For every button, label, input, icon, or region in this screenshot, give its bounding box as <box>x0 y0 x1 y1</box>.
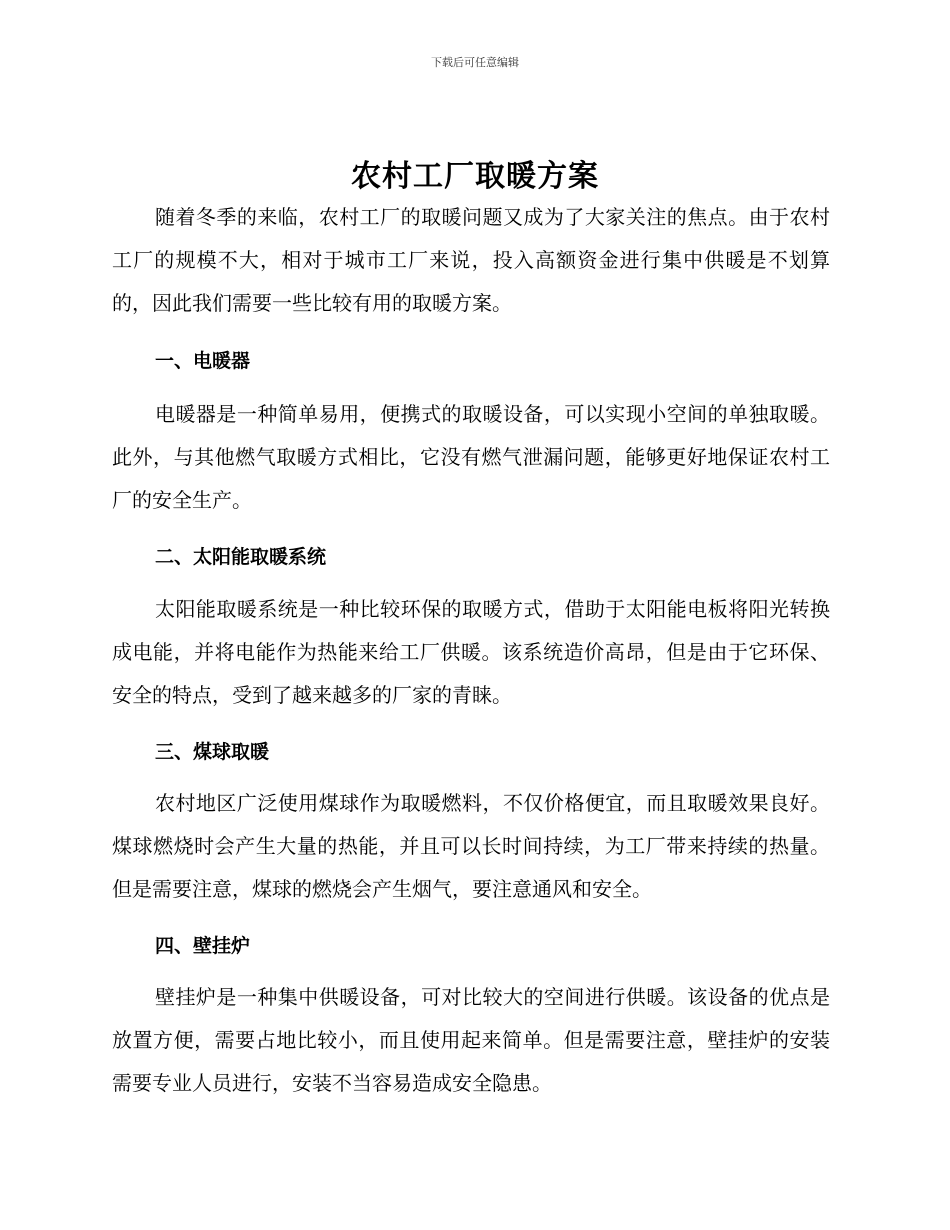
intro-paragraph: 随着冬季的来临，农村工厂的取暖问题又成为了大家关注的焦点。由于农村工厂的规模不大，相对于城市工厂来说，投入高额资金进行集中供暖是不划算的，因此我们需要一些比较有用的取暖方案。 <box>112 205 830 315</box>
section-heading-solar-heating: 二、太阳能取暖系统 <box>155 546 327 568</box>
section-paragraph-wall-boiler: 壁挂炉是一种集中供暖设备，可对比较大的空间进行供暖。该设备的优点是放置方便，需要占地比较小，而且使用起来简单。但是需要注意，壁挂炉的安装需要专业人员进行，安装不当容易造成安全隐患。 <box>112 985 830 1095</box>
section-paragraph-electric-heater: 电暖器是一种简单易用，便携式的取暖设备，可以实现小空间的单独取暖。此外，与其他燃气取暖方式相比，它没有燃气泄漏问题，能够更好地保证农村工厂的安全生产。 <box>112 402 830 512</box>
section-heading-electric-heater: 一、电暖器 <box>155 350 251 372</box>
section-paragraph-solar-heating: 太阳能取暖系统是一种比较环保的取暖方式，借助于太阳能电板将阳光转换成电能，并将电能作为热能来给工厂供暖。该系统造价高昂，但是由于它环保、安全的特点，受到了越来越多的厂家的青睐。 <box>112 597 830 707</box>
header-note: 下载后可任意编辑 <box>431 56 519 69</box>
section-paragraph-coal-briquette: 农村地区广泛使用煤球作为取暖燃料，不仅价格便宜，而且取暖效果良好。煤球燃烧时会产生大量的热能，并且可以长时间持续，为工厂带来持续的热量。但是需要注意，煤球的燃烧会产生烟气，要注意通风和安全。 <box>112 791 830 901</box>
document-title: 农村工厂取暖方案 <box>351 159 599 194</box>
section-heading-wall-boiler: 四、壁挂炉 <box>155 935 251 957</box>
section-heading-coal-briquette: 三、煤球取暖 <box>155 741 270 763</box>
